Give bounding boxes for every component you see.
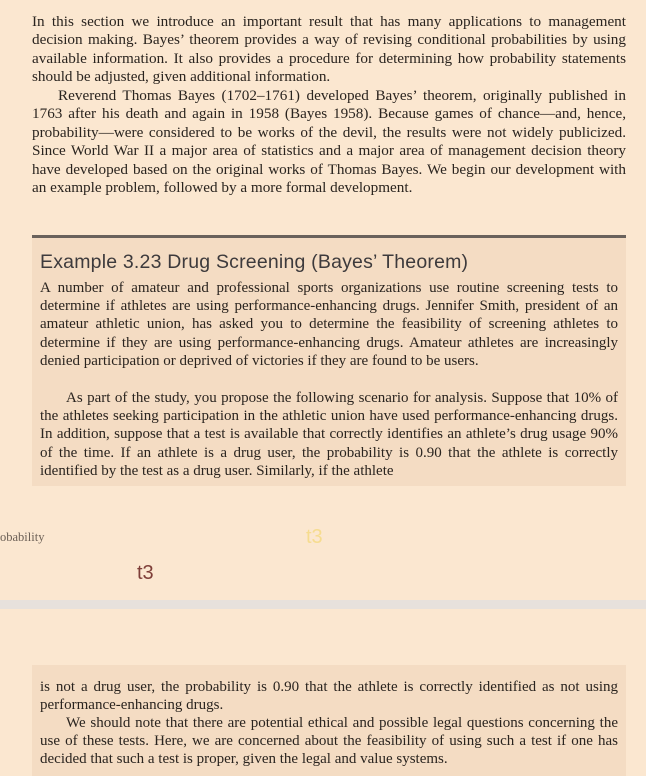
example-paragraph-2: As part of the study, you propose the following scenario for analysis. Suppose that 10% of the athletes seeking participation in the athletic union have used performance-enhancing drugs. In addition, suppose that a test is available that correctly identifies an athlete’s drug usage 90% of the time. If an athlete is a drug user, the probability is 0.90 that the athlete is correctly identified by the test as a drug user. Similarly, if the athlete xyxy=(40,390,618,479)
continuation-paragraph-1: is not a drug user, the probability is 0.90 that the athlete is correctly identified as not using performance-enhancing drugs. xyxy=(40,679,618,714)
continuation-paragraph-2: We should note that there are potential ethical and possible legal questions concerning the use of these tests. Here, we are concerned about the feasibility of using such a test if one has decided that such a test is proper, given the legal and value systems. xyxy=(40,715,618,768)
continuation-box xyxy=(32,665,626,776)
intro-paragraph-2: Reverend Thomas Bayes (1702–1761) developed Bayes’ theorem, originally published in 1763 after his death and again in 1958 (Bayes 1958). Because games of chance—and, hence, probability—were considered to be works of the devil, the results were not widely publicized. Since World War II a major area of statistics and a major area of management decision theory have developed based on the original works of Thomas Bayes. We begin our development with an example problem, followed by a more formal development. xyxy=(32,87,626,197)
example-title: Example 3.23 Drug Screening (Bayes’ Theorem) xyxy=(40,251,469,273)
example-box xyxy=(32,235,626,486)
annotation-t3: t3 xyxy=(137,562,154,584)
page-separator xyxy=(0,600,646,609)
example-paragraph-1: A number of amateur and professional sports organizations use routine screening tests to determine if athletes are using performance-enhancing drugs. Jennifer Smith, president of an amateur athletic union, has asked you to determine the feasibility of screening athletes to determine if they are using performance-enhancing drugs. Amateur athletes are increasingly denied participation or deprived of victories if they are found to be users. xyxy=(40,280,618,369)
truncated-word: obability xyxy=(0,530,45,544)
intro-paragraph-1: In this section we introduce an important result that has many applications to management decision making. Bayes’ theorem provides a way of revising conditional probabilities by using available information. It also provides a procedure for determining how probability statements should be adjusted, given additional information. xyxy=(32,13,626,86)
annotation-t3-faint: t3 xyxy=(306,526,323,548)
